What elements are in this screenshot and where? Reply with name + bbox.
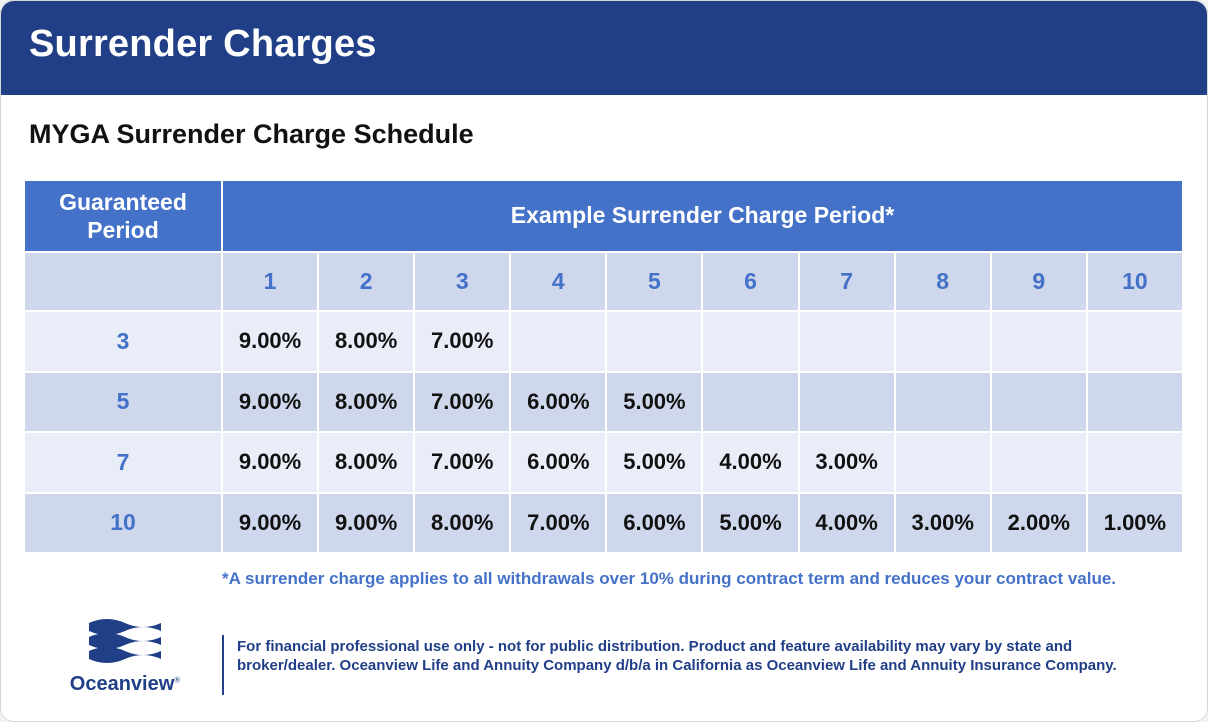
- charge-cell: 9.00%: [223, 494, 317, 553]
- schedule-subtitle: MYGA Surrender Charge Schedule: [29, 119, 474, 149]
- charge-cell: 5.00%: [607, 433, 701, 491]
- charge-cell: 4.00%: [800, 494, 894, 553]
- logo-name: Oceanview: [69, 673, 175, 695]
- charge-cell: [896, 312, 990, 370]
- charge-cell: 8.00%: [319, 373, 413, 431]
- guaranteed-period-cell: 3: [25, 312, 221, 370]
- charge-cell: 9.00%: [223, 312, 317, 370]
- disclaimer-text: For financial professional use only - not for public distribution. Product and feature availability may vary by state and broker/dealer. Oceanview Life and Annuity Company d/b/a in California as Oceanview Life and Annuity Insurance Company.: [237, 638, 1117, 674]
- table-row: [25, 373, 1182, 431]
- charge-cell: [896, 433, 990, 491]
- year-cell: 6: [703, 253, 797, 310]
- year-cell: 10: [1088, 253, 1182, 310]
- charge-cell: 1.00%: [1088, 494, 1182, 553]
- year-cell: 5: [607, 253, 701, 310]
- registered-mark: ®: [174, 675, 181, 685]
- charge-cell: [992, 433, 1086, 491]
- charge-cell: 7.00%: [415, 312, 509, 370]
- charge-cell: 6.00%: [511, 433, 605, 491]
- charge-period-header: Example Surrender Charge Period*: [223, 181, 1182, 251]
- charge-cell: 2.00%: [992, 494, 1086, 553]
- charge-cell: [607, 312, 701, 370]
- charge-cell: 7.00%: [415, 433, 509, 491]
- charge-cell: [800, 312, 894, 370]
- charge-cell: [703, 312, 797, 370]
- charge-cell: [992, 373, 1086, 431]
- charge-cell: 5.00%: [607, 373, 701, 431]
- charge-cell: 6.00%: [511, 373, 605, 431]
- year-cell: 9: [992, 253, 1086, 310]
- charge-cell: 8.00%: [319, 433, 413, 491]
- footnote: *A surrender charge applies to all withdrawals over 10% during contract term and reduces your contract value.: [222, 569, 1117, 588]
- year-cell: 2: [319, 253, 413, 310]
- table-header-row: [25, 181, 1182, 251]
- years-row-blank-cell: [25, 253, 221, 310]
- guaranteed-period-cell: 10: [25, 494, 221, 553]
- charge-cell: 7.00%: [415, 373, 509, 431]
- year-cell: 3: [415, 253, 509, 310]
- charge-cell: [511, 312, 605, 370]
- table-row: [25, 312, 1182, 370]
- table-row: [25, 494, 1182, 553]
- charge-cell: [1088, 433, 1182, 491]
- charge-cell: 6.00%: [607, 494, 701, 553]
- surrender-charge-table: [23, 179, 1184, 554]
- charge-cell: 3.00%: [896, 494, 990, 553]
- years-row: [25, 253, 1182, 310]
- table-row: [25, 433, 1182, 491]
- year-cell: 8: [896, 253, 990, 310]
- charge-cell: 8.00%: [319, 312, 413, 370]
- charge-cell: [800, 373, 894, 431]
- charge-cell: 4.00%: [703, 433, 797, 491]
- charge-cell: [703, 373, 797, 431]
- logo-wordmark: [55, 673, 195, 696]
- charge-cell: 3.00%: [800, 433, 894, 491]
- charge-cell: 7.00%: [511, 494, 605, 553]
- title-banner: [1, 1, 1207, 95]
- charge-cell: [896, 373, 990, 431]
- guaranteed-period-cell: 5: [25, 373, 221, 431]
- guaranteed-period-header: Guaranteed Period: [25, 181, 221, 251]
- year-cell: 7: [800, 253, 894, 310]
- charge-cell: [1088, 312, 1182, 370]
- year-cell: 4: [511, 253, 605, 310]
- charge-cell: 9.00%: [223, 433, 317, 491]
- charge-cell: 9.00%: [223, 373, 317, 431]
- oceanview-logo: [55, 617, 195, 699]
- charge-cell: [992, 312, 1086, 370]
- guaranteed-period-cell: 7: [25, 433, 221, 491]
- charge-cell: 5.00%: [703, 494, 797, 553]
- waves-icon: [85, 617, 165, 671]
- charge-cell: 9.00%: [319, 494, 413, 553]
- year-cell: 1: [223, 253, 317, 310]
- page-title: Surrender Charges: [29, 23, 377, 65]
- footer-divider: [222, 635, 224, 695]
- charge-cell: 8.00%: [415, 494, 509, 553]
- charge-cell: [1088, 373, 1182, 431]
